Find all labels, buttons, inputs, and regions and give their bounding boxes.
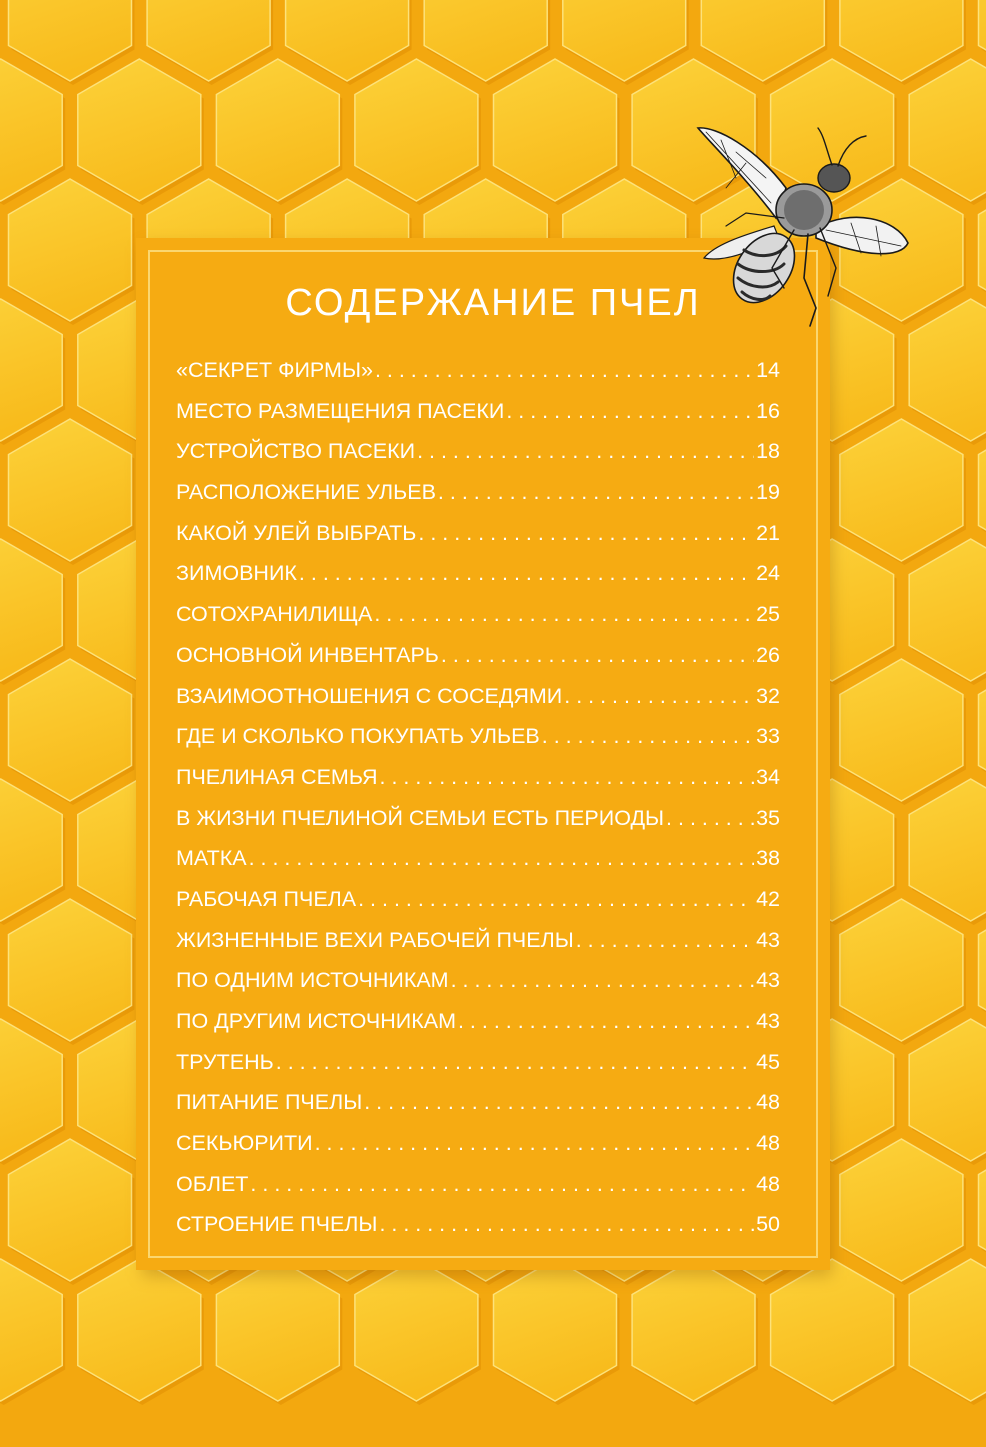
toc-entry-page-number: 38: [756, 846, 780, 871]
toc-dot-leader: [299, 553, 754, 594]
toc-entry-page-number: 32: [756, 683, 780, 708]
toc-entry-page-number: 33: [756, 724, 780, 749]
toc-entry-page-number: 45: [756, 1049, 780, 1074]
toc-dot-leader: [374, 594, 754, 635]
toc-entry-page-number: 25: [756, 602, 780, 627]
toc-entry-page-number: 21: [756, 520, 780, 545]
toc-entry[interactable]: [176, 472, 780, 513]
toc-entry-page-number: 26: [756, 642, 780, 667]
toc-entry-label: ВЗАИМООТНОШЕНИЯ С СОСЕДЯМИ: [176, 683, 563, 708]
toc-dot-leader: [276, 1042, 754, 1083]
toc-dot-leader: [542, 716, 754, 757]
toc-entry-page-number: 43: [756, 968, 780, 993]
toc-dot-leader: [250, 1164, 754, 1205]
toc-entry-label: ПО ОДНИМ ИСТОЧНИКАМ: [176, 968, 449, 993]
toc-entry[interactable]: [176, 553, 780, 594]
toc-entry[interactable]: [176, 920, 780, 961]
toc-entry-page-number: 19: [756, 480, 780, 505]
toc-dot-leader: [451, 960, 754, 1001]
toc-dot-leader: [458, 1001, 754, 1042]
toc-entry[interactable]: [176, 838, 780, 879]
toc-entry[interactable]: [176, 1123, 780, 1164]
toc-dot-leader: [441, 635, 754, 676]
toc-entry-page-number: 43: [756, 927, 780, 952]
toc-entry[interactable]: [176, 1042, 780, 1083]
toc-entry-label: «СЕКРЕТ ФИРМЫ»: [176, 358, 373, 382]
toc-dot-leader: [418, 513, 754, 554]
toc-entry-label: МЕСТО РАЗМЕЩЕНИЯ ПАСЕКИ: [176, 398, 505, 423]
toc-entry[interactable]: [176, 757, 780, 798]
toc-entry-label: РАБОЧАЯ ПЧЕЛА: [176, 886, 357, 911]
toc-dot-leader: [506, 391, 754, 432]
toc-entry-page-number: 35: [756, 805, 780, 830]
toc-entry-label: ПИТАНИЕ ПЧЕЛЫ: [176, 1090, 363, 1115]
toc-entry-label: ГДЕ И СКОЛЬКО ПОКУПАТЬ УЛЬЕВ: [176, 724, 540, 749]
toc-entry-page-number: 14: [756, 358, 780, 382]
toc-entry-label: СОТОХРАНИЛИЩА: [176, 602, 373, 627]
toc-entry[interactable]: [176, 676, 780, 717]
toc-entry-page-number: 50: [756, 1212, 780, 1237]
toc-entry-page-number: 16: [756, 398, 780, 423]
toc-entry-page-number: 48: [756, 1131, 780, 1156]
toc-entry[interactable]: [176, 594, 780, 635]
toc-entry[interactable]: [176, 1082, 780, 1123]
toc-entry-label: В ЖИЗНИ ПЧЕЛИНОЙ СЕМЬИ ЕСТЬ ПЕРИОДЫ: [176, 805, 665, 830]
toc-dot-leader: [375, 350, 754, 391]
toc-entry-label: УСТРОЙСТВО ПАСЕКИ: [176, 439, 416, 464]
toc-entry-label: СЕКЬЮРИТИ: [176, 1131, 313, 1156]
toc-entry-label: ОБЛЕТ: [176, 1171, 249, 1196]
toc-entry[interactable]: [176, 635, 780, 676]
toc-entry-page-number: 18: [756, 439, 780, 464]
toc-dot-leader: [379, 1204, 754, 1245]
toc-entry[interactable]: [176, 1204, 780, 1245]
toc-dot-leader: [438, 472, 754, 513]
toc-entry-page-number: 34: [756, 764, 780, 789]
toc-entry-label: ПО ДРУГИМ ИСТОЧНИКАМ: [176, 1009, 456, 1033]
toc-dot-leader: [576, 920, 754, 961]
toc-entry[interactable]: [176, 716, 780, 757]
toc-entry-label: МАТКА: [176, 846, 247, 871]
toc-entry-page-number: 48: [756, 1171, 780, 1196]
toc-dot-leader: [417, 431, 754, 472]
toc-entry-page-number: 42: [756, 886, 780, 911]
toc-entry-label: ЖИЗНЕННЫЕ ВЕХИ РАБОЧЕЙ ПЧЕЛЫ: [176, 927, 574, 952]
toc-dot-leader: [364, 1082, 754, 1123]
toc-entry[interactable]: [176, 350, 780, 391]
toc-dot-leader: [249, 838, 755, 879]
toc-entry-label: КАКОЙ УЛЕЙ ВЫБРАТЬ: [176, 520, 417, 545]
toc-entry[interactable]: [176, 391, 780, 432]
toc-entry-label: РАСПОЛОЖЕНИЕ УЛЬЕВ: [176, 480, 436, 505]
toc-entry-label: ЗИМОВНИК: [176, 561, 297, 586]
toc-entry-page-number: 43: [756, 1009, 780, 1033]
toc-entry[interactable]: [176, 879, 780, 920]
toc-dot-leader: [315, 1123, 754, 1164]
toc-entry-label: ПЧЕЛИНАЯ СЕМЬЯ: [176, 764, 378, 789]
toc-dot-leader: [666, 798, 754, 839]
toc-entry-label: СТРОЕНИЕ ПЧЕЛЫ: [176, 1212, 378, 1237]
toc-entry[interactable]: [176, 798, 780, 839]
contents-title: СОДЕРЖАНИЕ ПЧЕЛ: [285, 282, 701, 324]
toc-dot-leader: [358, 879, 754, 920]
toc-entry[interactable]: [176, 431, 780, 472]
toc-entry[interactable]: [176, 513, 780, 554]
toc-dot-leader: [380, 757, 755, 798]
toc-entry[interactable]: [176, 960, 780, 1001]
toc-entry-label: ОСНОВНОЙ ИНВЕНТАРЬ: [176, 642, 439, 667]
toc-entry[interactable]: [176, 1001, 780, 1042]
toc-entry-page-number: 48: [756, 1090, 780, 1115]
toc-entry[interactable]: [176, 1164, 780, 1205]
toc-dot-leader: [564, 676, 754, 717]
toc-entry-label: ТРУТЕНЬ: [176, 1049, 274, 1074]
bee-illustration-icon: [676, 118, 916, 338]
table-of-contents: [176, 350, 780, 1245]
toc-entry-page-number: 24: [756, 561, 780, 586]
